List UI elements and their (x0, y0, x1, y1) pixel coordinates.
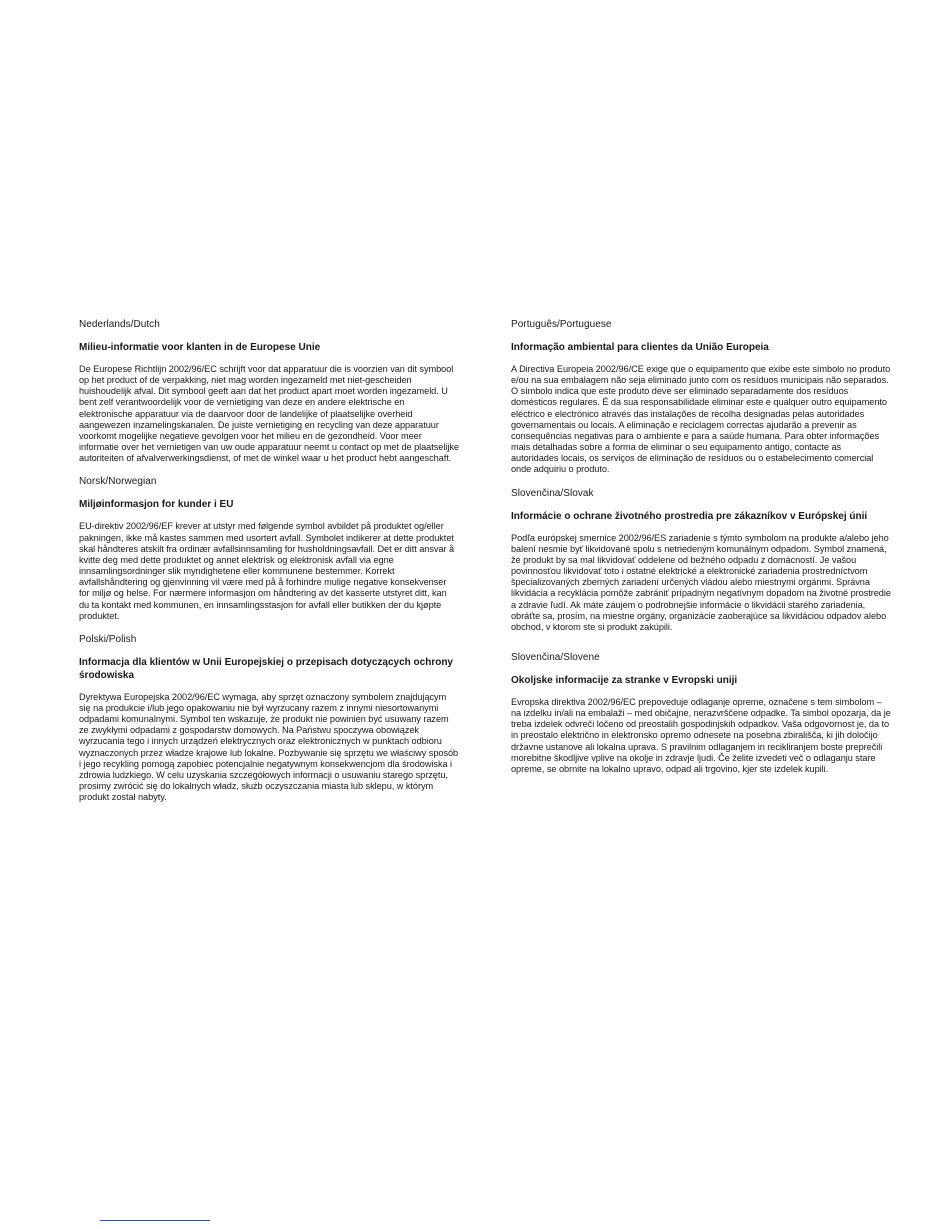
language-label: Português/Portuguese (511, 319, 612, 330)
section-body: A Directiva Europeia 2002/96/CE exige que o equipamento que exibe este símbolo no produto e/ou na sua embalagem não seja eliminado junto com os resíduos municipais não separados. O símbolo indica que este produto deve ser eliminado separadamente dos resíduos domésticos regulares. É da sua responsabilidade eliminar este e qualquer outro equipamento eléctrico e electrónico através das instalações de recolha designadas pelas autoridades governamentais ou locais. A eliminação e reciclagem correctas ajudarão a prevenir as consequências negativas para o ambiente e para a saúde humana. Para obter informações mais detalhadas sobre a forma de eliminar o seu equipamento antigo, contacte as autoridades locais, os serviços de eliminação de resíduos ou o estabelecimento comercial onde adquiriu o produto. (511, 364, 891, 475)
section-slovene (511, 651, 891, 775)
language-label: Slovenčina/Slovene (511, 651, 600, 663)
section-body: Evropska direktiva 2002/96/EC prepoveduje odlaganje opreme, označene s tem simbolom – na izdelku in/ali na embalaži – med običajne, nerazvrščene odpadke. Ta simbol opozarja, da je treba izdelek odvreči ločeno od preostalih gospodinjskih odpadkov. Vaša odgovornost je, da to in preostalo električno in elektronsko opremo odnesete na posebna zbirališča, ki jih določijo državne ustanove ali lokalna uprava. S pravilnim odlaganjem in recikliranjem boste preprečili morebitne škodljive vplive na okolje in zdravje ljudi. Če želite izvedeti več o odlaganju stare opreme, se obrnite na lokalno upravo, odpad ali trgovino, kjer ste izdelek kupili. (511, 696, 891, 774)
section-heading: Milieu-informatie voor klanten in de Europese Unie (79, 342, 321, 353)
section-body: De Europese Richtlijn 2002/96/EC schrijft voor dat apparatuur die is voorzien van dit symbool op het product of de verpakking, niet mag worden ingezameld met niet-gescheiden huishoudelijk afval. Dit symbool geeft aan dat het product apart moet worden ingezameld. U bent zelf verantwoordelijk voor de vernietiging van deze en andere elektrische en elektronische apparatuur via de daarvoor door de landelijke of plaatselijke overheid aangewezen inzamelingskanalen. De juiste vernietiging en recycling van deze apparatuur voorkomt mogelijke negatieve gevolgen voor het milieu en de gezondheid. Voor meer informatie over het vernietigen van uw oude apparatuur neemt u contact op met de plaatselijke autoriteiten of afvalverwerkingsdienst, of met de winkel waar u het product hebt aangeschaft. (79, 364, 459, 464)
language-label: Norsk/Norwegian (79, 476, 157, 488)
section-polish (79, 633, 459, 804)
language-label: Slovenčina/Slovak (511, 487, 594, 499)
footer-divider (100, 1220, 210, 1221)
language-label: Polski/Polish (79, 633, 137, 645)
section-body: EU-direktiv 2002/96/EF krever at utstyr med følgende symbol avbildet på produktet og/eller pakningen, ikke må kastes sammen med usortert avfall. Symbolet indikerer at dette produktet skal håndteres atskilt fra ordinær avfallsinnsamling for husholdningsavfall. Det er ditt ansvar å kvitte deg med dette produktet og annet elektrisk og elektronisk avfall via egne innsamlingsordninger slik myndighetene eller kommunene bestemmer. Korrekt avfallshåndtering og gjenvinning vil være med på å forhindre mulige negative konsekvenser for miljø og helse. For nærmere informasjon om håndtering av det kasserte utstyret ditt, kan du ta kontakt med kommunen, en innsamlingsstasjon for avfall eller butikken der du kjøpte produktet. (79, 521, 455, 621)
section-heading: Informacja dla klientów w Unii Europejskiej o przepisach dotyczących ochrony środowiska (79, 656, 453, 681)
section-body: Podľa európskej smernice 2002/96/ES zariadenie s týmto symbolom na produkte a/alebo jeho balení nesmie byť likvidované spolu s netriedeným komunálnym odpadom. Symbol znamená, že produkt by sa mal likvidovať oddelene od bežného odpadu z domácností. Je vašou povinnosťou likvidovať toto i ostatné elektrické a elektronické zariadenia prostredníctvom špecializovaných zberných zariadení určených vládou alebo miestnymi orgánmi. Správna likvidácia a recyklácia pomôže zabrániť prípadným negatívnym dopadom na životné prostredie a zdravie ľudí. Ak máte záujem o podrobnejšie informácie o likvidácii starého zariadenia, obráťte sa, prosím, na miestne orgány, organizácie zaoberajúce sa likvidáciou odpadov alebo obchod, v ktorom ste si produkt zakúpili. (511, 532, 891, 632)
section-slovak (511, 487, 891, 633)
left-column (79, 318, 459, 803)
section-heading: Okoljske informacije za stranke v Evropski uniji (511, 674, 738, 686)
section-body: Dyrektywa Europejska 2002/96/EC wymaga, aby sprzęt oznaczony symbolem znajdującym się na produkcie i/lub jego opakowaniu nie był wyrzucany razem z innymi niesortowanymi odpadami komunalnymi. Symbol ten wskazuje, że produkt nie powinien być usuwany razem ze zwykłymi odpadami z gospodarstw domowych. Na Państwu spoczywa obowiązek wyrzucania tego i innych urządzeń elektrycznych oraz elektronicznych w punktach odbioru wyznaczonych przez władze krajowe lub lokalne. Pozbywanie się sprzętu we właściwy sposób i jego recykling pomogą zapobiec potencjalnie negatywnym konsekwencjom dla środowiska i zdrowia ludzkiego. W celu uzyskania szczegółowych informacji o usuwaniu starego sprzętu, prosimy zwrócić się do lokalnych władz, służb oczyszczania miasta lub sklepu, w którym produkt został nabyty. (79, 691, 459, 803)
section-heading: Informação ambiental para clientes da União Europeia (511, 342, 769, 353)
section-heading: Miljøinformasjon for kunder i EU (79, 499, 234, 511)
right-column (511, 318, 891, 775)
section-portuguese (511, 318, 891, 476)
section-norwegian (79, 475, 459, 621)
section-heading: Informácie o ochrane životného prostredia pre zákazníkov v Európskej únii (511, 510, 868, 522)
language-label: Nederlands/Dutch (79, 319, 160, 330)
section-dutch (79, 318, 459, 464)
